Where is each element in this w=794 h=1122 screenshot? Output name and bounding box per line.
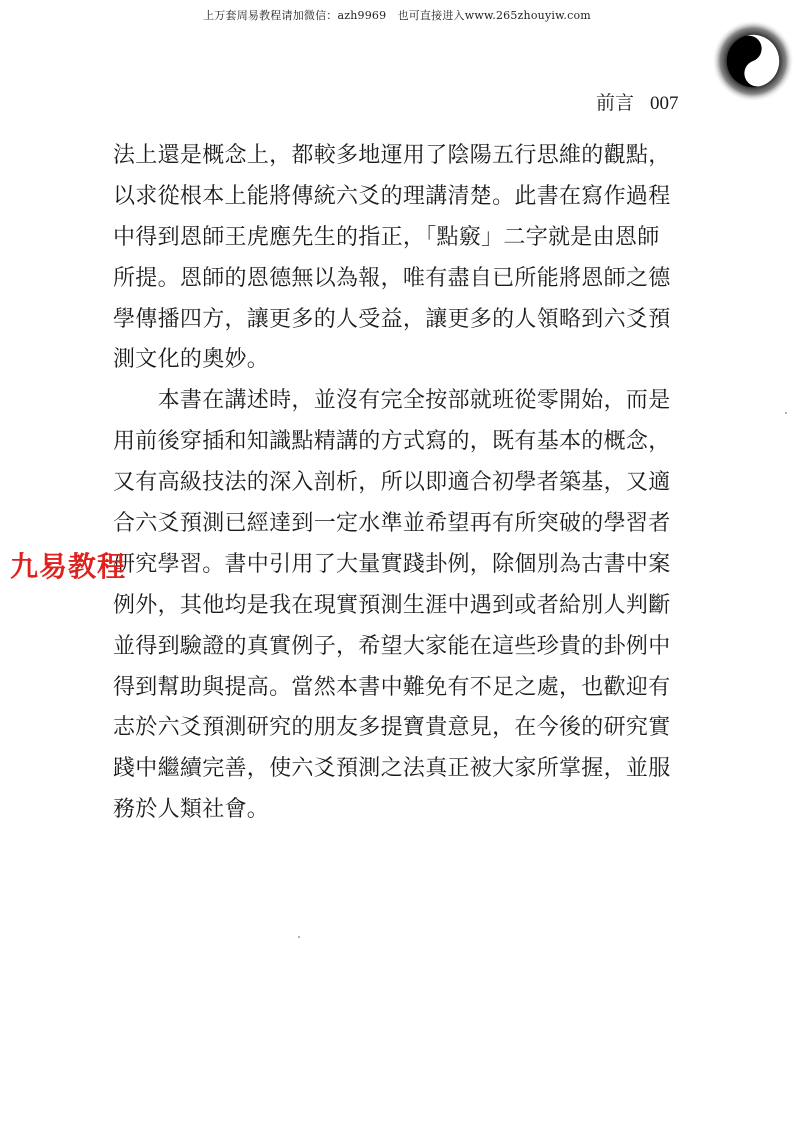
text-line: 所提。恩師的恩德無以為報，唯有盡自已所能將恩師之德	[113, 265, 671, 291]
text-line: 踐中繼續完善，使六爻預測之法真正被大家所掌握，並服	[113, 756, 671, 782]
chapter-title: 前言	[596, 92, 635, 114]
scan-speck	[785, 412, 787, 414]
text-line: 又有高級技法的深入剖析，所以即適合初學者築基，又適	[113, 470, 671, 496]
text-line: 學傳播四方，讓更多的人受益，讓更多的人領略到六爻預	[113, 306, 671, 332]
text-line: 法上還是概念上，都較多地運用了陰陽五行思維的觀點，	[113, 143, 671, 168]
body-text	[113, 136, 693, 831]
text-line: 合六爻預測已經達到一定水準並希望再有所突破的學習者	[113, 511, 671, 537]
running-head	[596, 88, 679, 115]
text-line: 以求從根本上能將傳統六爻的理講清楚。此書在寫作過程	[113, 183, 671, 209]
text-line: 測文化的奧妙。	[113, 347, 270, 373]
text-line: 例外，其他均是我在現實預測生涯中遇到或者給別人判斷	[113, 592, 671, 618]
text-line: 志於六爻預測研究的朋友多提寶貴意見，在今後的研究實	[113, 715, 671, 741]
top-watermark: 上万套周易教程请加微信：azh9969 也可直接进入www.265zhouyiw.com	[203, 9, 591, 22]
yin-yang-icon	[712, 20, 794, 102]
side-watermark: 九易教程	[10, 550, 127, 583]
text-line: 務於人類社會。	[113, 797, 270, 823]
text-line: 並得到驗證的真實例子，希望大家能在這些珍貴的卦例中	[113, 633, 671, 659]
text-line: 得到幫助與提高。當然本書中難免有不足之處，也歡迎有	[113, 674, 671, 700]
page-number: 007	[650, 93, 679, 114]
text-line: 本書在講述時，並沒有完全按部就班從零開始，而是	[113, 388, 671, 414]
text-line: 用前後穿插和知識點精講的方式寫的，既有基本的概念，	[113, 429, 671, 455]
scan-speck	[298, 936, 300, 938]
text-line: 中得到恩師王虎應先生的指正，「點竅」二字就是由恩師	[113, 224, 660, 250]
text-line: 研究學習。書中引用了大量實踐卦例，除個別為古書中案	[113, 551, 671, 577]
